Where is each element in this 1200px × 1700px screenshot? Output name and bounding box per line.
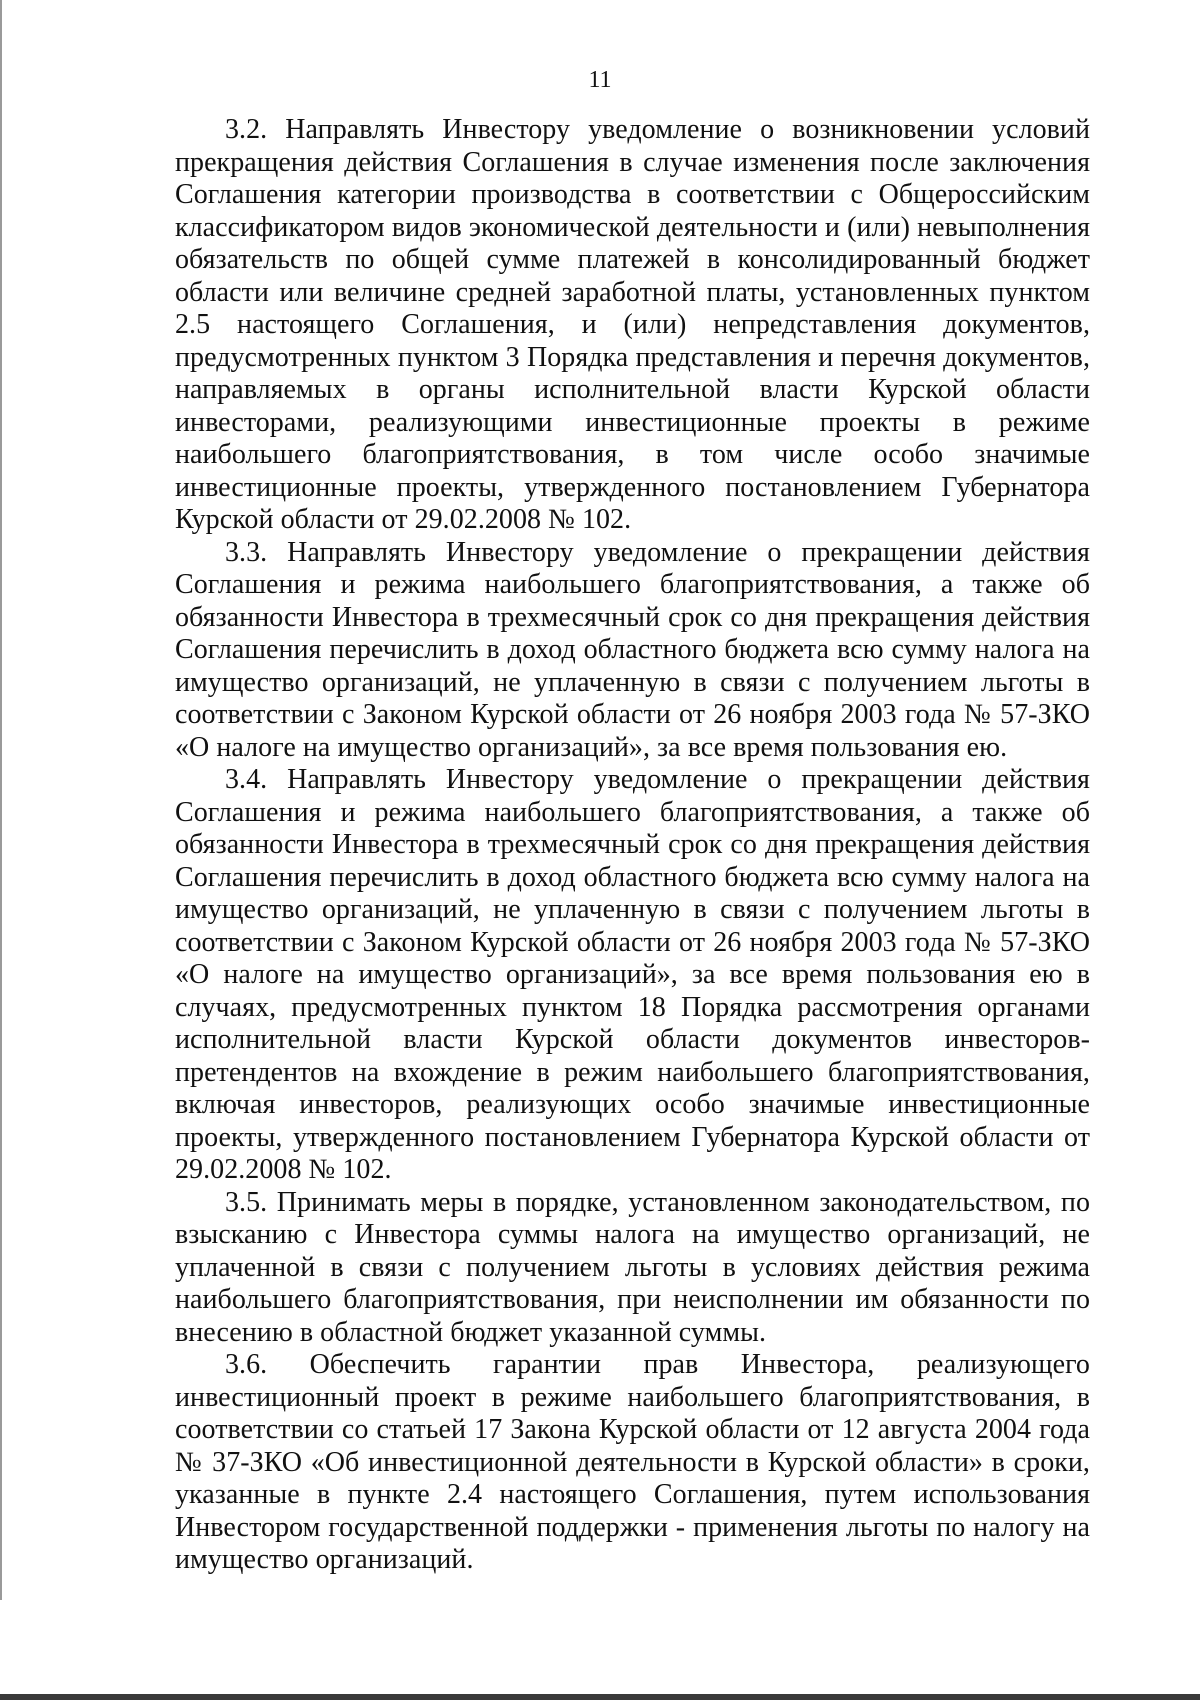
page-number: 11 [588,67,612,93]
paragraph-3-4: 3.4. Направлять Инвестору уведомление о прекращении действия Соглашения и режима наибольшего благоприятствования, а также об обязанности Инвестора в трехмесячный срок со дня прекращения действия Соглашения перечислить в доход областного бюджета всю сумму налога на имущество организаций, не уплаченную в связи с получением льготы в соответствии с Законом Курской области от 26 ноября 2003 года № 57-ЗКО «О налоге на имущество организаций», за все время пользования ею в случаях, предусмотренных пунктом 18 Порядка рассмотрения органами исполнительной власти Курской области документов инвесторов-претендентов на вхождение в режим наибольшего благоприятствования, включая инвесторов, реализующих особо значимые инвестиционные проекты, утвержденного постановлением Губернатора Курской области от 29.02.2008 № 102. [175,764,1090,1185]
document-body [175,114,1090,1577]
scan-left-edge [0,0,2,1600]
paragraph-3-3: 3.3. Направлять Инвестору уведомление о прекращении действия Соглашения и режима наибольшего благоприятствования, а также об обязанности Инвестора в трехмесячный срок со дня прекращения действия Соглашения перечислить в доход областного бюджета всю сумму налога на имущество организаций, не уплаченную в связи с получением льготы в соответствии с Законом Курской области от 26 ноября 2003 года № 57-ЗКО «О налоге на имущество организаций», за все время пользования ею. [175,536,1090,763]
paragraph-3-5: 3.5. Принимать меры в порядке, установленном законодательством, по взысканию с Инвестора суммы налога на имущество организаций, не уплаченной в связи с получением льготы в условиях действия режима наибольшего благоприятствования, при неисполнении им обязанности по внесению в областной бюджет указанной суммы. [175,1186,1090,1348]
scan-bottom-edge [0,1694,1200,1700]
paragraph-3-6: 3.6. Обеспечить гарантии прав Инвестора, реализующего инвестиционный проект в режиме наибольшего благоприятствования, в соответствии со статьей 17 Закона Курской области от 12 августа 2004 года № 37-ЗКО «Об инвестиционной деятельности в Курской области» в сроки, указанные в пункте 2.4 настоящего Соглашения, путем использования Инвестором государственной поддержки - применения льготы по налогу на имущество организаций. [175,1349,1090,1575]
paragraph-3-2: 3.2. Направлять Инвестору уведомление о возникновении условий прекращения действия Соглашения в случае изменения после заключения Соглашения категории производства в соответствии с Общероссийским классификатором видов экономической деятельности и (или) невыполнения обязательств по общей сумме платежей в консолидированный бюджет области или величине средней заработной платы, установленных пунктом 2.5 настоящего Соглашения, и (или) непредставления документов, предусмотренных пунктом 3 Порядка представления и перечня документов, направляемых в органы исполнительной власти Курской области инвесторами, реализующими инвестиционные проекты в режиме наибольшего благоприятствования, в том числе особо значимые инвестиционные проекты, утвержденного постановлением Губернатора Курской области от 29.02.2008 № 102. [175,114,1090,535]
